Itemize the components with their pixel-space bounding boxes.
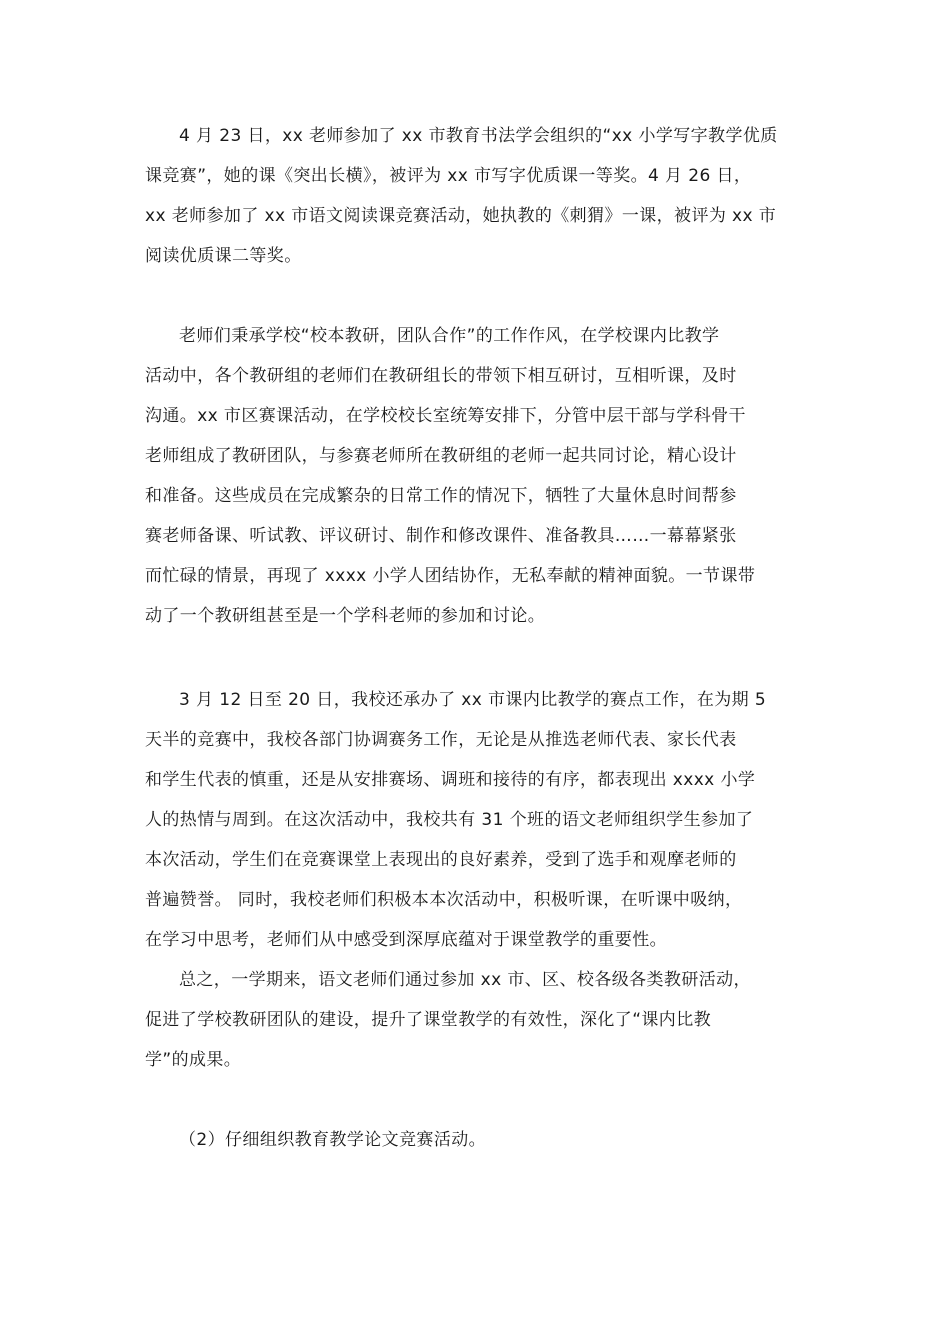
text-line: 4 月 23 日，xx 老师参加了 xx 市教育书法学会组织的“xx 小学写字教学优质 <box>179 126 778 146</box>
text-line: 阅读优质课二等奖。 <box>145 246 302 266</box>
text-line: 课竞赛”，她的课《突出长横》，被评为 xx 市写字优质课一等奖。4 月 26 日， <box>145 166 752 186</box>
text-line: 天半的竞赛中，我校各部门协调赛务工作，无论是从推选老师代表、家长代表 <box>145 730 737 750</box>
text-line: 动了一个教研组甚至是一个学科老师的参加和讨论。 <box>145 606 546 626</box>
text-line: 本次活动，学生们在竞赛课堂上表现出的良好素养，受到了选手和观摩老师的 <box>145 850 737 870</box>
text-line: 赛老师备课、听试教、评议研讨、制作和修改课件、准备教具……一幕幕紧张 <box>145 526 737 546</box>
text-line: 在学习中思考，老师们从中感受到深厚底蕴对于课堂教学的重要性。 <box>145 930 667 950</box>
text-line: 沟通。xx 市区赛课活动，在学校校长室统筹安排下，分管中层干部与学科骨干 <box>145 406 746 426</box>
text-line: 学”的成果。 <box>145 1050 242 1070</box>
paragraph-competition-hosting <box>145 680 805 960</box>
text-line: 活动中，各个教研组的老师们在教研组长的带领下相互研讨，互相听课，及时 <box>145 366 737 386</box>
paragraph-award-results <box>145 116 805 276</box>
section-heading-paper-competition <box>145 1120 805 1160</box>
text-line: 总之，一学期来，语文老师们通过参加 xx 市、区、校各级各类教研活动， <box>179 970 751 990</box>
text-line: 而忙碌的情景，再现了 xxxx 小学人团结协作，无私奉献的精神面貌。一节课带 <box>145 566 756 586</box>
text-line: xx 老师参加了 xx 市语文阅读课竞赛活动，她执教的《刺猬》一课，被评为 xx 市 <box>145 206 777 226</box>
text-line: 老师们秉承学校“校本教研，团队合作”的工作作风，在学校课内比教学 <box>179 326 720 346</box>
text-line: 和准备。这些成员在完成繁杂的日常工作的情况下，牺牲了大量休息时间帮参 <box>145 486 737 506</box>
text-line: 普遍赞誉。 同时，我校老师们积极本本次活动中，积极听课，在听课中吸纳， <box>145 890 743 910</box>
text-line: 和学生代表的慎重，还是从安排赛场、调班和接待的有序，都表现出 xxxx 小学 <box>145 770 756 790</box>
paragraph-summary <box>145 960 805 1080</box>
text-line: 人的热情与周到。在这次活动中，我校共有 31 个班的语文老师组织学生参加了 <box>145 810 754 830</box>
text-line: 老师组成了教研团队，与参赛老师所在教研组的老师一起共同讨论，精心设计 <box>145 446 737 466</box>
text-line: 促进了学校教研团队的建设，提升了课堂教学的有效性，深化了“课内比教 <box>145 1010 712 1030</box>
text-line: 3 月 12 日至 20 日，我校还承办了 xx 市课内比教学的赛点工作，在为期 5 <box>179 690 767 710</box>
text-line: （2）仔细组织教育教学论文竞赛活动。 <box>179 1130 487 1150</box>
paragraph-team-collaboration <box>145 316 805 636</box>
